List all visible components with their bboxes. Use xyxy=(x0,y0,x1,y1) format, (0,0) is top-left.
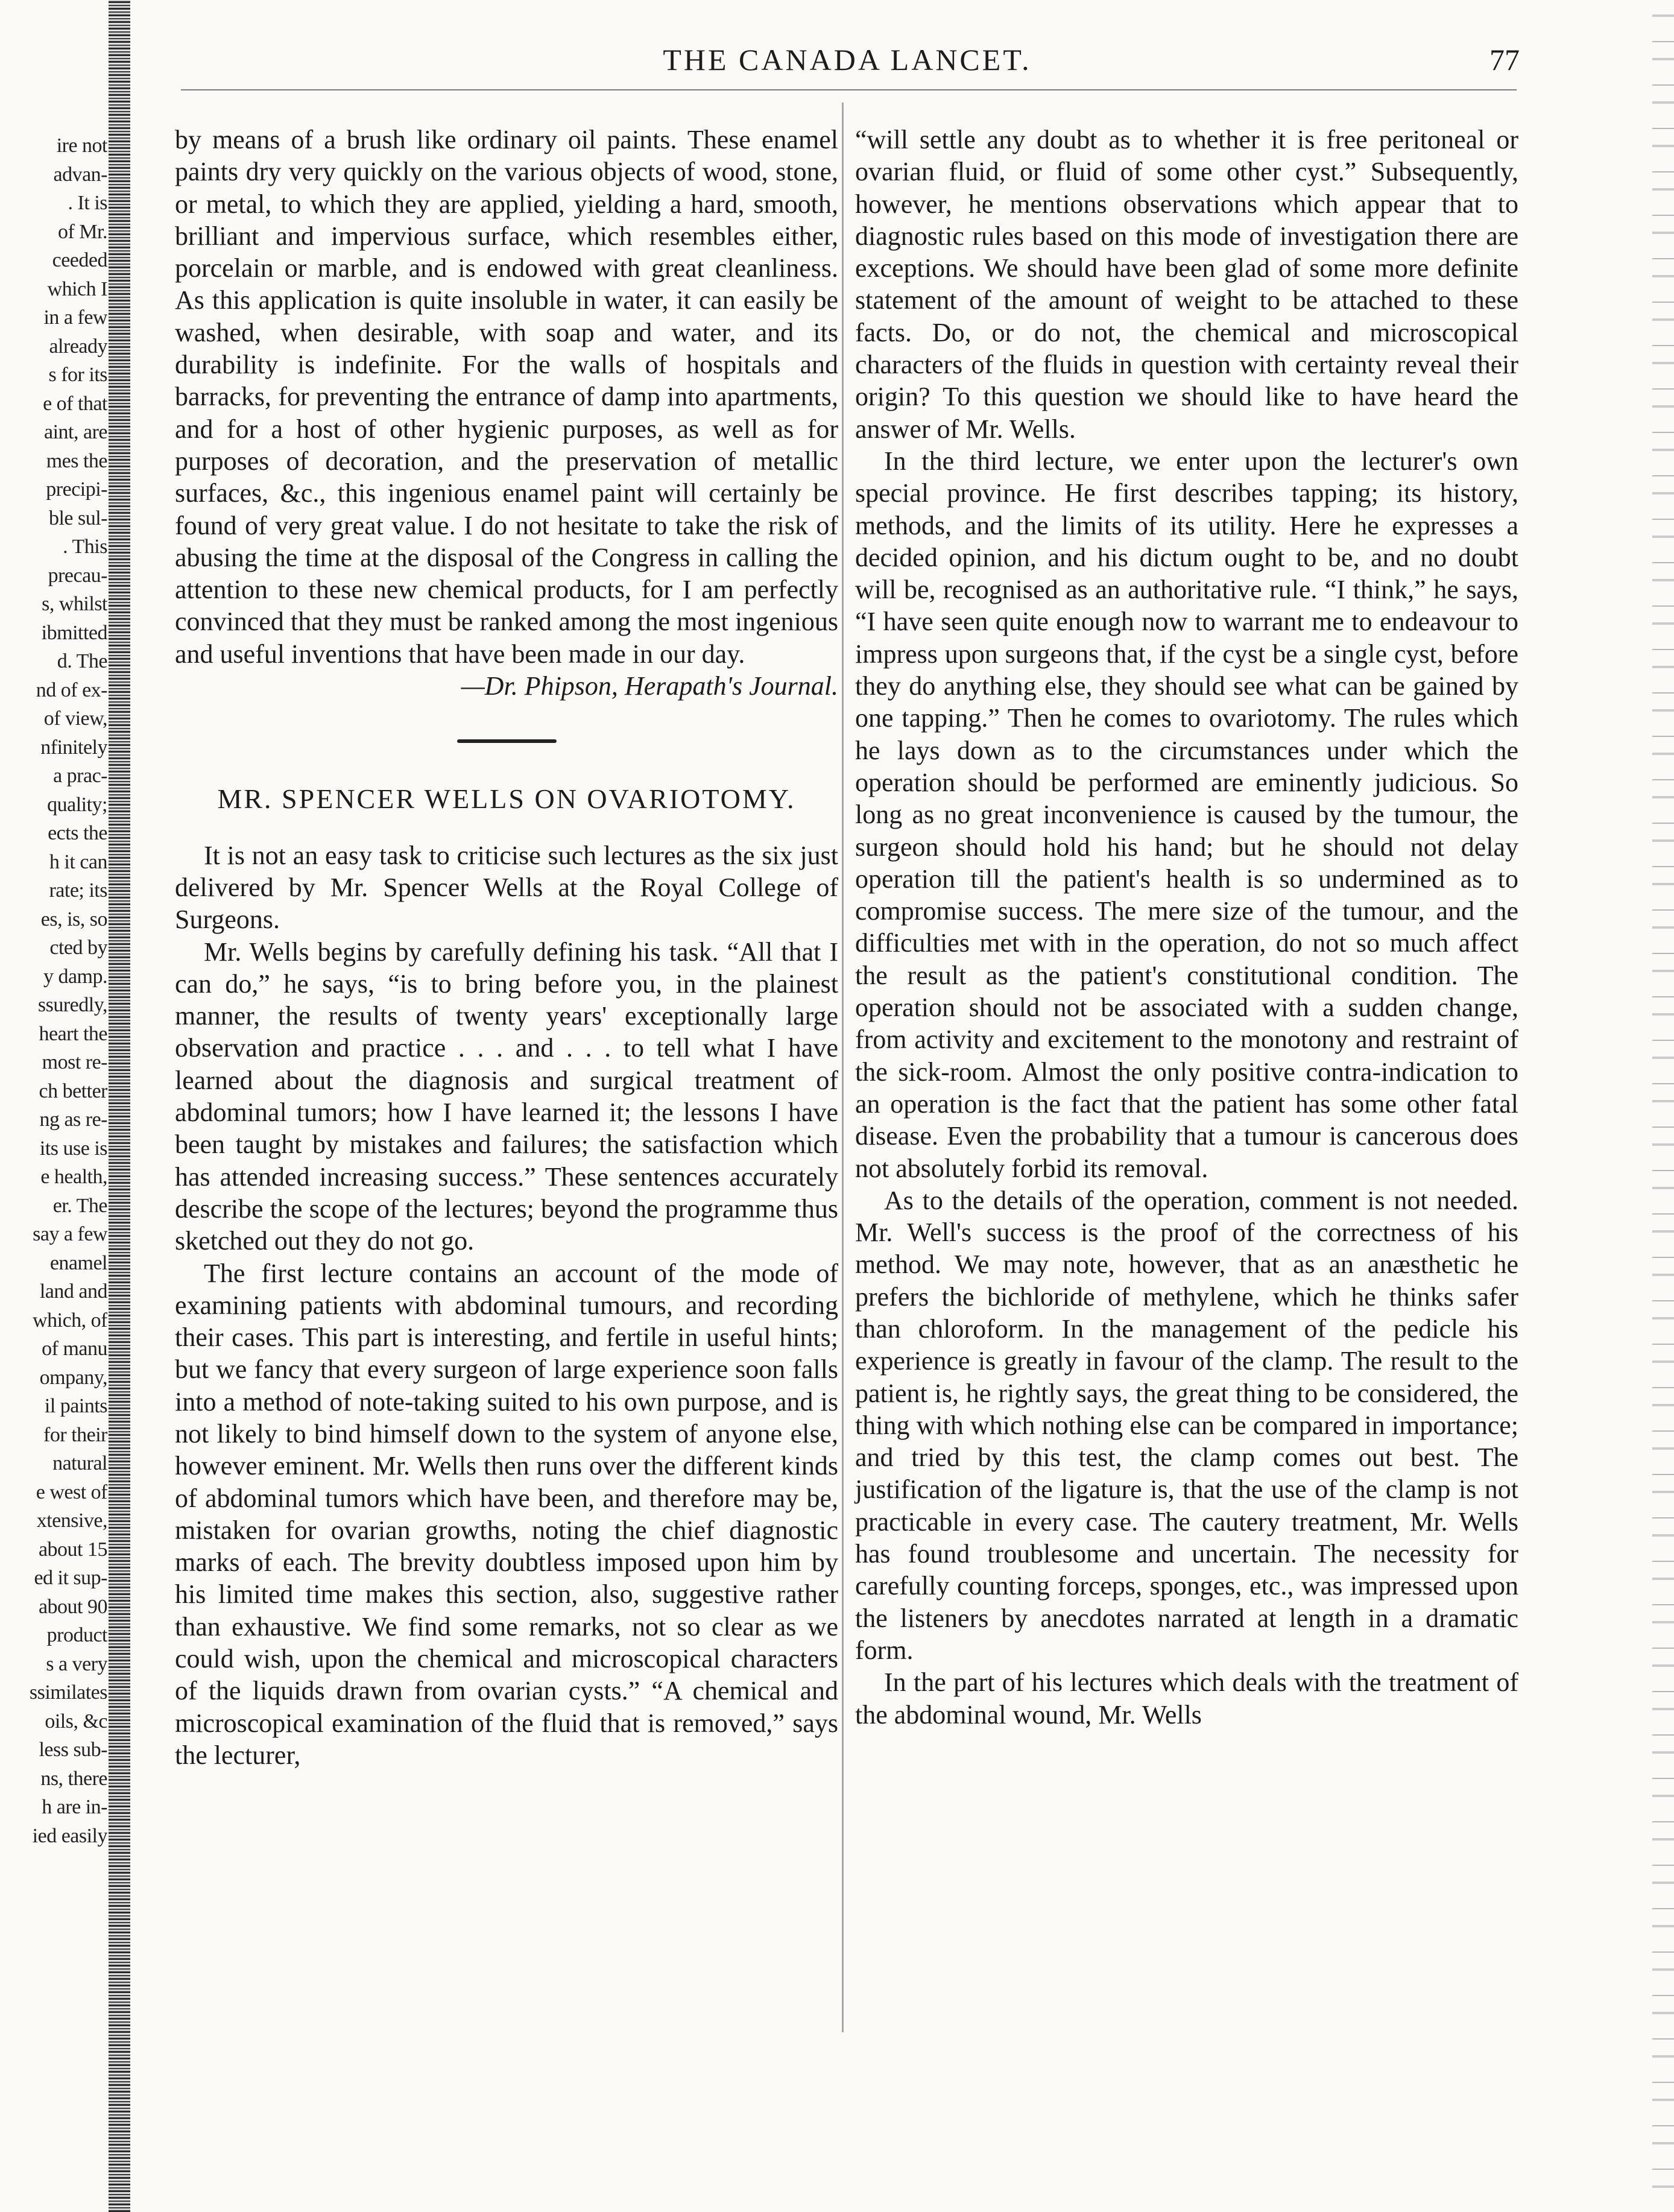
gutter-fragment: ied easily xyxy=(32,1824,107,1847)
gutter-fragment: xtensive, xyxy=(36,1509,107,1532)
right-column xyxy=(855,124,1518,1731)
gutter-fragment: s for its xyxy=(48,364,107,386)
gutter-fragment: ibmitted xyxy=(41,621,107,644)
gutter-fragment: which I xyxy=(47,277,107,300)
gutter-fragment: ssimilates xyxy=(29,1681,107,1704)
gutter-fragment: s a very xyxy=(46,1652,107,1675)
gutter-fragment: . It is xyxy=(68,192,107,214)
gutter-fragment: cted by xyxy=(49,937,107,959)
gutter-fragment: ects the xyxy=(48,822,107,844)
gutter-fragment: a prac- xyxy=(53,765,107,787)
gutter-fragment: aint, are xyxy=(44,421,107,443)
binding-edge xyxy=(109,0,130,2212)
source-credit: —Dr. Phipson, Herapath's Journal. xyxy=(461,671,838,701)
gutter-fragment: precipi- xyxy=(46,478,107,501)
header-rule xyxy=(181,89,1517,90)
gutter-fragment: ceeded xyxy=(52,249,107,271)
gutter-fragment: ompany, xyxy=(39,1366,107,1389)
gutter-fragment: d. The xyxy=(57,650,107,672)
gutter-fragment: ns, there xyxy=(40,1767,107,1790)
gutter-fragment: most re- xyxy=(42,1051,107,1073)
gutter-fragment: rate; its xyxy=(49,879,107,902)
gutter-fragment: which, of xyxy=(33,1309,107,1332)
gutter-fragment: quality; xyxy=(47,793,107,816)
gutter-fragment: ng as re- xyxy=(39,1108,107,1131)
gutter-fragment: about 90 xyxy=(38,1595,107,1618)
gutter-fragment: h are in- xyxy=(42,1796,107,1818)
gutter-fragment: natural xyxy=(52,1452,107,1474)
gutter-fragment: il paints xyxy=(44,1395,107,1417)
gutter-fragment: ble sul- xyxy=(48,507,107,529)
gutter-fragment: e health, xyxy=(40,1166,107,1188)
gutter-fragment: e west of xyxy=(36,1480,107,1503)
paragraph: “will settle any doubt as to whether it is free peritoneal or ovarian fluid, or fluid of some other cyst.” Subsequently, however, he mentions observations which appear that to diagnostic rules based on this mode of investigation there are exceptions. We should have been glad of some more definite statement of the amount of weight to be attached to these facts. Do, or do not, the chemical and microscopical characters of the fluids in question with certainty reveal their origin? To this question we should like to have heard the answer of Mr. Wells. xyxy=(855,125,1518,444)
gutter-fragment: ssuredly, xyxy=(37,994,107,1016)
gutter-text-fragments xyxy=(0,131,107,1850)
gutter-fragment: enamel xyxy=(49,1251,107,1274)
gutter-fragment: oils, &c xyxy=(45,1710,107,1733)
gutter-fragment: nfinitely xyxy=(40,736,107,759)
gutter-fragment: already xyxy=(49,335,107,358)
gutter-fragment: . This xyxy=(63,536,107,558)
paragraph: It is not an easy task to criticise such lectures as the six just delivered by Mr. Spencer Wells at the Royal College of Surgeons. xyxy=(175,840,838,935)
gutter-fragment: nd of ex- xyxy=(36,678,107,701)
gutter-fragment: s, whilst xyxy=(42,593,107,615)
gutter-fragment: ch better xyxy=(39,1079,107,1102)
gutter-fragment: ire not xyxy=(56,134,107,157)
column-divider xyxy=(842,103,844,2032)
gutter-fragment: ed it sup- xyxy=(34,1567,107,1589)
gutter-fragment: heart the xyxy=(39,1022,107,1045)
paragraph: The first lecture contains an account of the mode of examining patients with abdominal tumours, and recording their cases. This part is interesting, and fertile in useful hints; but we fancy that every surgeon of large experience soon falls into a method of note-taking suited to his own purpose, and is not likely to bind himself down to the system of anyone else, however eminent. Mr. Wells then runs over the different kinds of abdominal tumors which have been, and therefore may be, mistaken for ovarian growths, noting the chief diagnostic marks of each. The brevity doubtless imposed upon him by his limited time makes this section, also, suggestive rather than exhaustive. We find some remarks, not so clear as we could wish, upon the chemical and microscopical characters of the liquids drawn from ovarian cysts.” “A chemical and microscopical examination of the fluid that is removed,” says the lecturer, xyxy=(175,1258,838,1770)
section-separator xyxy=(457,739,557,743)
page-edge-marks xyxy=(1652,0,1674,2212)
gutter-fragment: its use is xyxy=(39,1137,107,1160)
gutter-fragment: advan- xyxy=(53,163,107,186)
gutter-fragment: er. The xyxy=(52,1194,107,1217)
paragraph: Mr. Wells begins by carefully defining his task. “All that I can do,” he says, “is to bring before you, in the plainest manner, the results of twenty years' exceptionally large observation and practice . . . and . . . to tell what I have learned about the diagnosis and surgical treatment of abdominal tumors; how I have learned it; the lessons I have been taught by mistakes and failures; the satisfaction which has attended increasing success.” These sentences accurately describe the scope of the lectures; beyond the programme thus sketched out they do not go. xyxy=(175,937,838,1256)
paragraph: In the part of his lectures which deals with the treatment of the abdominal wound, Mr. Wells xyxy=(855,1667,1518,1730)
gutter-fragment: y damp. xyxy=(43,965,107,988)
gutter-fragment: mes the xyxy=(46,449,107,472)
paragraph: As to the details of the operation, comment is not needed. Mr. Well's success is the proof of the correctness of his method. We may note, however, that as an anæsthetic he prefers the bichloride of methylene, which he thinks safer than chloroform. In the management of the pedicle his experience is greatly in favour of the clamp. The result to the patient is, he rightly says, the great thing to be considered, the thing with which nothing else can be compared in importance; and tried by this test, the clamp comes out best. The justification of the ligature is, that the use of the clamp is not practicable in every case. The cautery treatment, Mr. Wells has found troublesome and uncertain. The necessity for carefully counting forceps, sponges, etc., was impressed upon the listeners by anecdotes narrated at length in a dramatic form. xyxy=(855,1185,1518,1665)
gutter-fragment: precau- xyxy=(48,564,107,587)
gutter-fragment: h it can xyxy=(49,850,107,873)
left-column xyxy=(175,124,838,1771)
running-title: THE CANADA LANCET. xyxy=(663,43,1032,77)
paragraph: In the third lecture, we enter upon the lecturer's own special province. He first describes tapping; its history, methods, and the limits of its utility. Here he expresses a decided opinion, and his dictum ought to be, and no doubt will be, recognised as an authoritative rule. “I think,” he says, “I have seen quite enough now to warrant me to endeavour to impress upon surgeons that, if the cyst be a single cyst, before they do anything else, they should see what can be gained by one tapping.” Then he comes to ovariotomy. The rules which he lays down as to the circumstances under which the operation should be performed are eminently judicious. So long as no great inconvenience is caused by the tumour, the surgeon should hold his hand; but he should not delay operation till the patient's health is so undermined as to compromise success. The mere size of the tumour, and the difficulties met with in the operation, do not so much affect the result as the patient's constitutional condition. The operation should not be associated with a sudden change, from activity and excitement to the monotony and restraint of the sick-room. Almost the only positive contra-indication to an operation is the fact that the patient has some other fatal disease. Even the probability that a tumour is cancerous does not absolutely forbid its removal. xyxy=(855,446,1518,1183)
gutter-fragment: for their xyxy=(43,1423,107,1446)
gutter-fragment: product xyxy=(46,1624,107,1646)
gutter-fragment: land and xyxy=(39,1280,107,1303)
paragraph: by means of a brush like ordinary oil paints. These enamel paints dry very quickly on the various objects of wood, stone, or metal, to which they are applied, yielding a hard, smooth, brilliant and impervious surface, which resembles either, porcelain or marble, and is endowed with great cleanliness. As this application is quite insoluble in water, it can easily be washed, when desirable, with soap and water, and its durability is indefinite. For the walls of hospitals and barracks, for preventing the entrance of damp into apartments, and for a host of other hygienic purposes, as well as for purposes of decoration, and the preservation of metallic surfaces, &c., this ingenious enamel paint will certainly be found of very great value. I do not hesitate to take the risk of abusing the time at the disposal of the Congress in calling the attention to these new chemical products, for I am perfectly convinced that they must be ranked among the most ingenious and useful inventions that have been made in our day. xyxy=(175,125,838,669)
gutter-fragment: about 15 xyxy=(38,1538,107,1561)
gutter-fragment: of manu xyxy=(42,1338,107,1360)
gutter-fragment: in a few xyxy=(43,306,107,329)
page-header xyxy=(175,42,1520,84)
gutter-fragment: of Mr. xyxy=(58,220,107,243)
section-heading: MR. SPENCER WELLS ON OVARIOTOMY. xyxy=(217,783,796,815)
gutter-fragment: of view, xyxy=(43,707,107,730)
gutter-fragment: es, is, so xyxy=(40,908,107,931)
gutter-fragment: say a few xyxy=(33,1223,107,1245)
gutter-fragment: less sub- xyxy=(39,1739,107,1761)
page-number: 77 xyxy=(1489,43,1520,77)
gutter-fragment: e of that xyxy=(43,392,107,415)
